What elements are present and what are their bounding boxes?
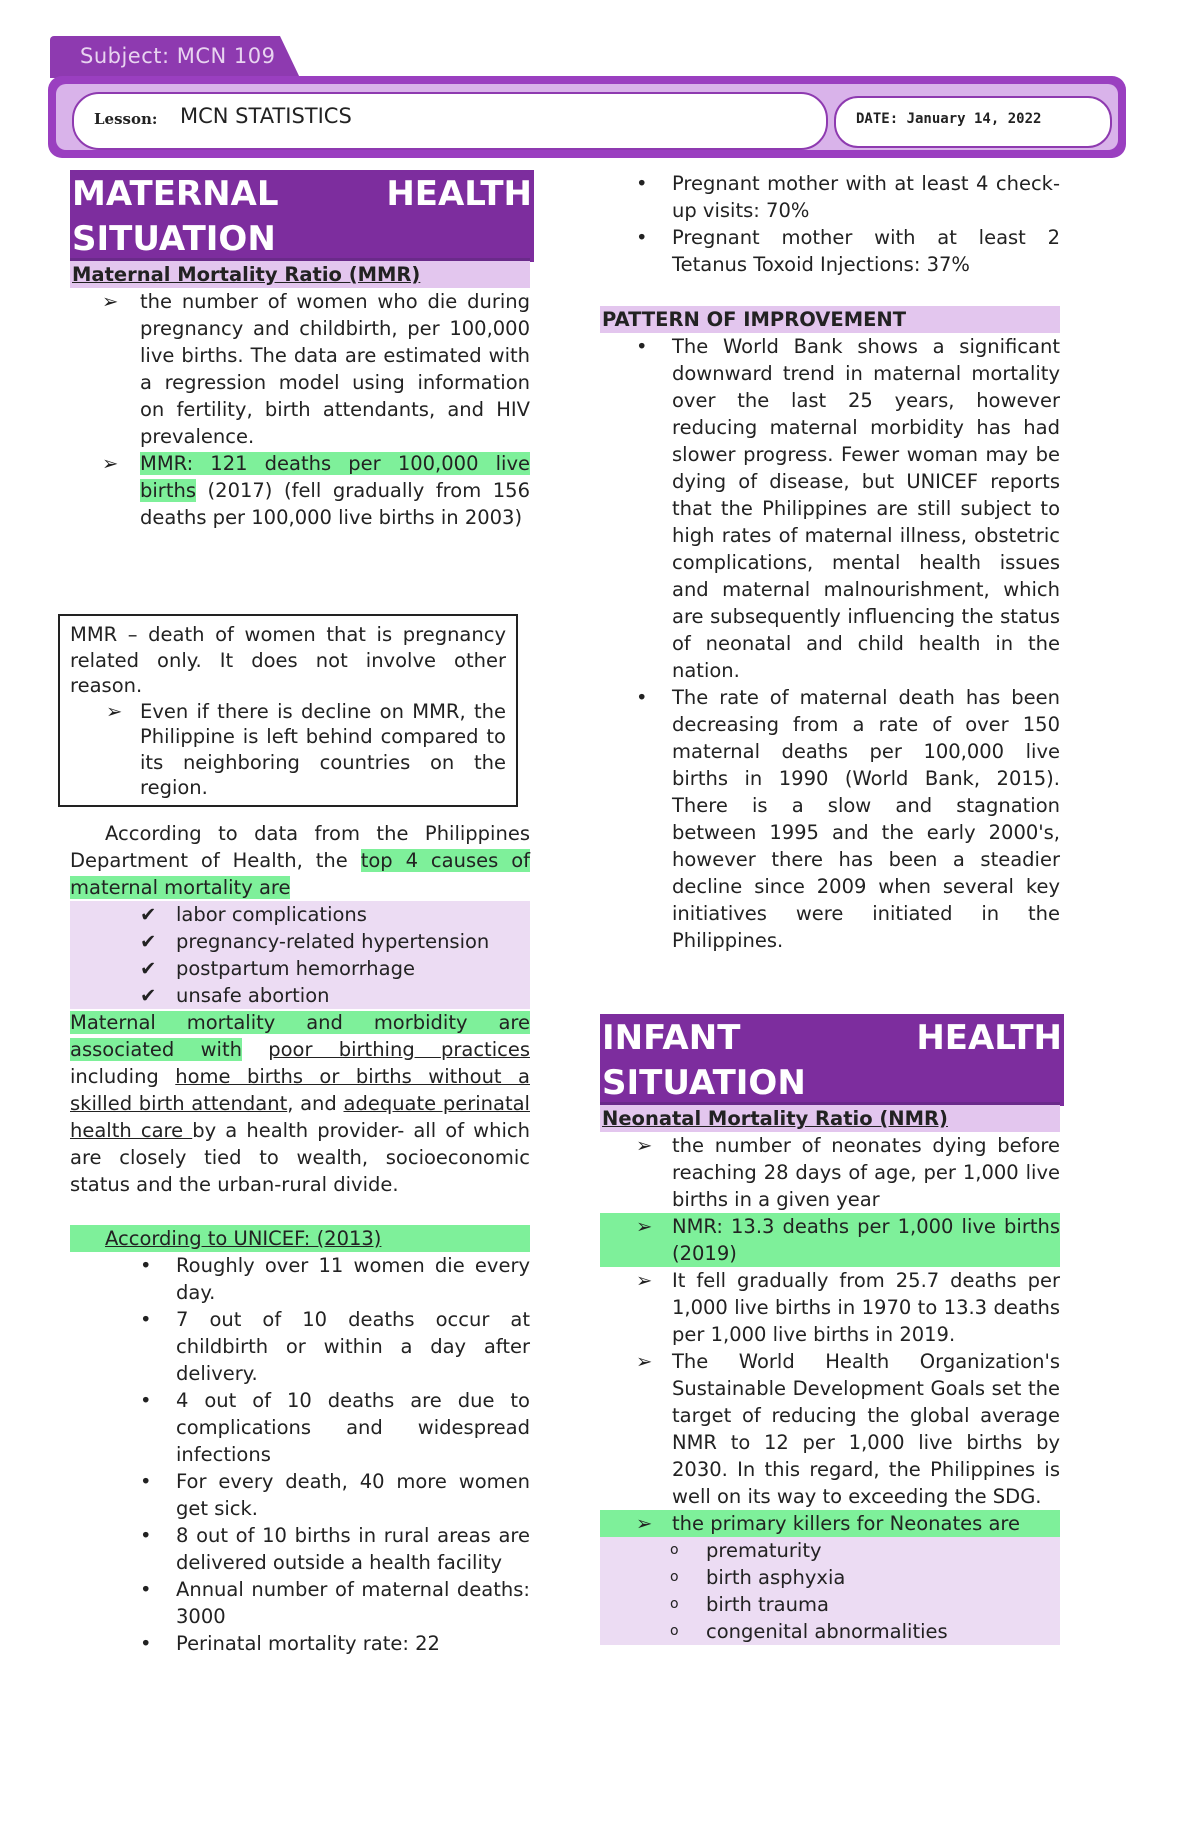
top-item: Pregnant mother with at least 4 check-up visits: 70%	[672, 172, 1060, 222]
nmr-fell: It fell gradually from 25.7 deaths per 1,000 live births in 1970 to 13.3 deaths per 1,000 live births in 2019.	[672, 1269, 1060, 1346]
box-text: MMR – death of women that is pregnancy related only. It does not involve other reason.	[70, 623, 506, 697]
bullet-icon: •	[140, 1578, 152, 1601]
nmr-section	[600, 1105, 1060, 1645]
arrow-bullet-icon: ➢	[102, 290, 119, 313]
morbidity-text-1: including	[70, 1065, 176, 1088]
maternal-heading	[70, 170, 534, 262]
unicef-item: For every death, 40 more women get sick.	[176, 1470, 530, 1520]
cause-text: unsafe abortion	[176, 984, 330, 1007]
pattern-section	[600, 306, 1060, 954]
check-icon: ✔	[140, 957, 157, 980]
mmr-value-highlight: MMR: 121 deaths per 100,000 live births	[140, 452, 530, 502]
morbidity-text-2: , and	[287, 1092, 344, 1115]
top-item: Pregnant mother with at least 2 Tetanus Toxoid Injections: 37%	[672, 226, 1060, 276]
list-item	[600, 1564, 1060, 1591]
circle-bullet-icon: o	[670, 1542, 679, 1558]
bullet-icon: •	[140, 1254, 152, 1277]
nmr-who: The World Health Organization's Sustainable Development Goals set the target of reducing the global average NMR to 12 per 1,000 live births by 2030. In this regard, the Philippines is well on its way to exceeding the SDG.	[672, 1350, 1060, 1508]
cause-text: postpartum hemorrhage	[176, 957, 415, 980]
killers-list	[600, 1537, 1060, 1645]
subject-label: Subject: MCN 109	[80, 44, 276, 68]
list-item	[600, 684, 1060, 954]
arrow-bullet-icon: ➢	[102, 452, 119, 475]
list-item	[70, 901, 530, 928]
list-item	[70, 1468, 530, 1522]
mmr-value-rest: (2017) (fell gradually from 156 deaths per 100,000 live births in 2003)	[140, 479, 530, 529]
arrow-bullet-icon: ➢	[636, 1134, 653, 1157]
mmr-definition: the number of women who die during pregnancy and childbirth, per 100,000 live births. The data are estimated with a regression model using information on fertility, birth attendants, and HIV prevalence.	[140, 290, 530, 448]
bullet-icon: •	[636, 172, 648, 195]
list-item	[70, 928, 530, 955]
list-item	[70, 1522, 530, 1576]
list-item	[70, 1630, 530, 1657]
infant-heading-line2: SITUATION	[602, 1063, 806, 1103]
pattern-item: The World Bank shows a significant downward trend in maternal mortality over the last 25 years, however reducing maternal morbidity has had slower progress. Fewer woman may be dying of disease, but UNICEF reports that the Philippines are still subject to high rates of maternal illness, obstetric complications, mental health issues and maternal malnourishment, which are subsequently influencing the status of neonatal and child health in the nation.	[672, 335, 1060, 682]
list-item	[600, 1537, 1060, 1564]
list-item	[70, 1306, 530, 1387]
unicef-item: 4 out of 10 deaths are due to complications and widespread infections	[176, 1389, 530, 1466]
list-item	[70, 955, 530, 982]
list-item	[600, 170, 1060, 224]
cause-text: pregnancy-related hypertension	[176, 930, 490, 953]
infant-heading-word1: INFANT	[602, 1018, 741, 1058]
maternal-heading-word1: MATERNAL	[72, 174, 279, 214]
list-item	[600, 1267, 1060, 1348]
list-item	[600, 333, 1060, 684]
nmr-value: NMR: 13.3 deaths per 1,000 live births (2019)	[672, 1215, 1060, 1265]
morbidity-underline-2: home births or births without a skilled birth attendant	[70, 1065, 530, 1115]
unicef-item: 8 out of 10 births in rural areas are delivered outside a health facility	[176, 1524, 530, 1574]
right-top-list	[600, 170, 1060, 278]
list-item	[70, 982, 530, 1009]
morbidity-underline-1: poor birthing practices	[268, 1038, 530, 1061]
pattern-title: PATTERN OF IMPROVEMENT	[600, 306, 1060, 333]
bullet-icon: •	[636, 226, 648, 249]
killer-text: birth asphyxia	[706, 1566, 846, 1589]
arrow-bullet-icon: ➢	[106, 699, 123, 723]
killer-text: birth trauma	[706, 1593, 829, 1616]
unicef-item: Roughly over 11 women die every day.	[176, 1254, 530, 1304]
killer-text: congenital abnormalities	[706, 1620, 948, 1643]
bullet-icon: •	[636, 335, 648, 358]
morbidity-highlight: Maternal mortality and morbidity are associated with	[70, 1011, 530, 1061]
bullet-icon: •	[140, 1389, 152, 1412]
doh-intro: According to data from the Philippines Department of Health, the	[70, 822, 530, 872]
pattern-item: The rate of maternal death has been decreasing from a rate of over 150 maternal deaths per 100,000 live births in 1990 (World Bank, 2015). There is a slow and stagnation between 1995 and the early 2000's, however there has been a steadier decline since 2009 when several key initiatives were initiated in the Philippines.	[672, 686, 1060, 952]
infant-heading	[600, 1014, 1064, 1106]
list-item	[600, 1213, 1060, 1267]
bullet-icon: •	[140, 1470, 152, 1493]
unicef-item: 7 out of 10 deaths occur at childbirth or within a day after delivery.	[176, 1308, 530, 1385]
cause-text: labor complications	[176, 903, 367, 926]
box-item: Even if there is decline on MMR, the Philippine is left behind compared to its neighboring countries on the region.	[140, 699, 506, 799]
unicef-title: According to UNICEF: (2013)	[105, 1227, 382, 1250]
doh-section	[70, 820, 530, 1657]
morbidity-text-3: by a health provider- all of which are closely tied to wealth, socioeconomic status and the urban-rural divide.	[70, 1119, 530, 1196]
nmr-title: Neonatal Mortality Ratio (NMR)	[600, 1105, 1060, 1132]
arrow-bullet-icon: ➢	[636, 1512, 653, 1535]
infant-heading-word2: HEALTH	[916, 1018, 1062, 1058]
killer-text: prematurity	[706, 1539, 822, 1562]
check-icon: ✔	[140, 903, 157, 926]
unicef-item: Annual number of maternal deaths: 3000	[176, 1578, 530, 1628]
nmr-definition: the number of neonates dying before reaching 28 days of age, per 1,000 live births in a given year	[672, 1134, 1060, 1211]
bullet-icon: •	[140, 1524, 152, 1547]
list-item	[70, 1576, 530, 1630]
list-item	[70, 699, 506, 801]
bullet-icon: •	[140, 1632, 152, 1655]
lesson-title: MCN STATISTICS	[180, 104, 352, 128]
circle-bullet-icon: o	[670, 1596, 679, 1612]
killers-title: the primary killers for Neonates are	[672, 1512, 1021, 1535]
circle-bullet-icon: o	[670, 1623, 679, 1639]
check-icon: ✔	[140, 930, 157, 953]
doh-highlight: top 4 causes of maternal mortality are	[70, 849, 530, 899]
list-item	[600, 1132, 1060, 1213]
unicef-title-bar	[70, 1225, 530, 1252]
doh-paragraph	[70, 820, 530, 901]
bullet-icon: •	[140, 1308, 152, 1331]
list-item	[70, 1387, 530, 1468]
maternal-heading-word2: HEALTH	[386, 174, 532, 214]
mmr-note-box	[58, 614, 518, 807]
lesson-label: Lesson:	[94, 110, 158, 128]
arrow-bullet-icon: ➢	[636, 1215, 653, 1238]
check-icon: ✔	[140, 984, 157, 1007]
mmr-section	[70, 261, 530, 531]
list-item	[70, 1252, 530, 1306]
arrow-bullet-icon: ➢	[636, 1269, 653, 1292]
date-label: DATE: January 14, 2022	[856, 111, 1042, 127]
unicef-item: Perinatal mortality rate: 22	[176, 1632, 440, 1655]
morbidity-paragraph	[70, 1009, 530, 1198]
bullet-icon: •	[636, 686, 648, 709]
list-item	[600, 1348, 1060, 1510]
list-item	[600, 1618, 1060, 1645]
circle-bullet-icon: o	[670, 1569, 679, 1585]
list-item	[70, 288, 530, 450]
list-item	[600, 1510, 1060, 1537]
list-item	[600, 224, 1060, 278]
causes-list	[70, 901, 530, 1009]
mmr-title: Maternal Mortality Ratio (MMR)	[70, 261, 530, 288]
arrow-bullet-icon: ➢	[636, 1350, 653, 1373]
list-item	[600, 1591, 1060, 1618]
morbidity-underline-3: adequate perinatal health care	[70, 1092, 530, 1142]
list-item	[70, 450, 530, 531]
maternal-heading-line2: SITUATION	[72, 219, 276, 259]
